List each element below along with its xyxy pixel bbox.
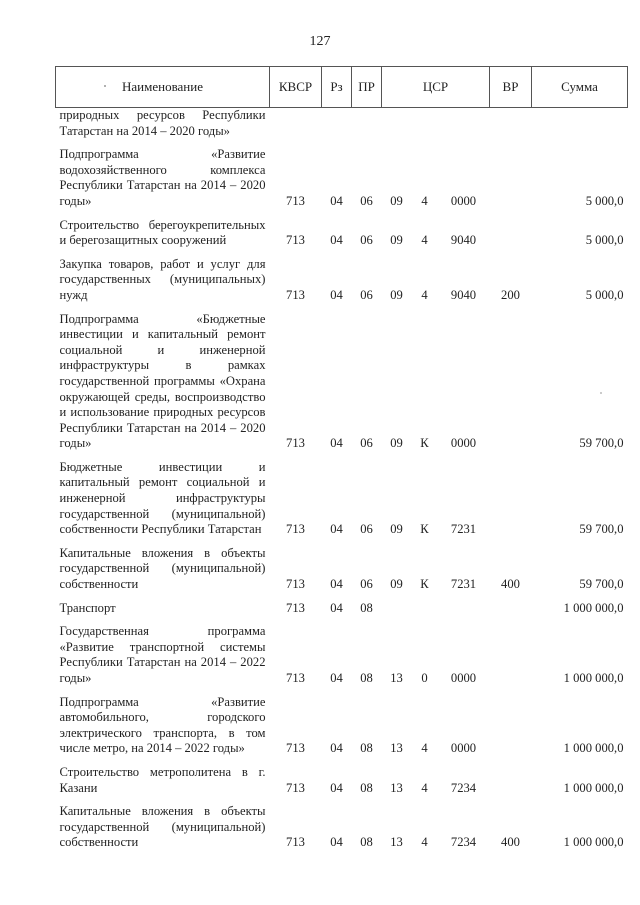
header-rz: Рз xyxy=(322,67,352,108)
cell-csr3: 7234 xyxy=(450,780,477,795)
table-row xyxy=(56,689,628,759)
cell-csr1: 13 xyxy=(390,835,403,850)
cell-kvsr xyxy=(270,108,322,142)
cell-sum: 5 000,0 xyxy=(585,287,624,302)
cell-name: Строительство метрополитена в г. Казани xyxy=(59,764,266,795)
cell-sum xyxy=(532,108,628,142)
budget-table xyxy=(55,66,628,853)
header-pr: ПР xyxy=(352,67,382,108)
cell-name: Подпрограмма «Развитие водохозяйственного комплекса Республики Татарстан на 2014 – 2020 годы» xyxy=(59,147,266,208)
cell-vr: 400 xyxy=(501,835,520,850)
cell-pr: 08 xyxy=(360,835,373,850)
cell-vr xyxy=(490,108,532,142)
cell-rz: 04 xyxy=(330,522,343,537)
cell-kvsr: 713 xyxy=(286,741,305,756)
cell-csr3: 0000 xyxy=(450,436,477,451)
cell-vr xyxy=(490,595,532,619)
cell-csr2: К xyxy=(420,522,429,537)
cell-sum: 59 700,0 xyxy=(579,577,624,592)
table-row xyxy=(56,251,628,306)
cell-csr3: 7234 xyxy=(450,835,477,850)
cell-vr xyxy=(490,618,532,688)
cell-sum: 1 000 000,0 xyxy=(563,741,624,756)
cell-kvsr: 713 xyxy=(286,780,305,795)
cell-pr: 08 xyxy=(360,600,373,615)
cell-csr3: 9040 xyxy=(450,233,477,248)
header-csr: ЦСР xyxy=(382,67,490,108)
cell-vr xyxy=(490,306,532,454)
cell-sum: 59 700,0 xyxy=(579,436,624,451)
cell-rz: 04 xyxy=(330,287,343,302)
cell-csr2: 4 xyxy=(421,780,428,795)
table-row xyxy=(56,212,628,251)
cell-kvsr: 713 xyxy=(286,671,305,685)
cell-name: Транспорт xyxy=(59,600,116,615)
cell-sum: 1 000 000,0 xyxy=(563,835,624,850)
cell-csr1: 13 xyxy=(390,741,403,756)
cell-kvsr: 713 xyxy=(286,577,305,592)
cell-kvsr: 713 xyxy=(286,436,305,451)
cell-kvsr: 713 xyxy=(286,233,305,248)
cell-csr2: 4 xyxy=(421,741,428,756)
cell-csr2: 4 xyxy=(421,193,428,208)
cell-csr2: К xyxy=(420,436,429,451)
cell-csr3: 0000 xyxy=(450,193,477,208)
cell-csr1: 09 xyxy=(390,233,403,248)
cell-name: Капитальные вложения в объекты государственной (муниципальной) собственности xyxy=(59,804,266,850)
cell-csr2: К xyxy=(420,577,429,592)
cell-vr: 200 xyxy=(501,287,520,302)
cell-csr3 xyxy=(438,595,490,619)
cell-rz: 04 xyxy=(330,577,343,592)
cell-csr3: 0000 xyxy=(450,671,477,685)
cell-csr1: 13 xyxy=(390,671,403,685)
cell-name: Закупка товаров, работ и услуг для государственных (муниципальных) нужд xyxy=(59,256,266,302)
cell-sum: 1 000 000,0 xyxy=(563,671,624,685)
cell-sum: 5 000,0 xyxy=(585,193,624,208)
cell-rz xyxy=(322,108,352,142)
cell-kvsr: 713 xyxy=(286,835,305,850)
cell-csr1: 09 xyxy=(390,436,403,451)
cell-name: Подпрограмма «Бюджетные инвестиции и капитальный ремонт социальной и инженерной инфраструктуры в рамках государственной программы «Охрана окружающей среды, воспроизводство и использование природных ресурсов Республики Татарстан на 2014 – 2020 годы» xyxy=(59,311,266,451)
cell-vr xyxy=(490,141,532,211)
cell-kvsr: 713 xyxy=(286,193,305,208)
cell-pr: 06 xyxy=(360,287,373,302)
cell-pr xyxy=(352,108,382,142)
cell-rz: 04 xyxy=(330,233,343,248)
cell-csr2 xyxy=(412,595,438,619)
cell-kvsr: 713 xyxy=(286,600,305,615)
table-row xyxy=(56,759,628,798)
cell-csr1: 13 xyxy=(390,780,403,795)
cell-csr3: 9040 xyxy=(450,287,477,302)
cell-pr: 08 xyxy=(360,780,373,795)
cell-sum: 1 000 000,0 xyxy=(563,780,624,795)
cell-csr3: 7231 xyxy=(450,522,477,537)
cell-pr: 06 xyxy=(360,233,373,248)
cell-pr: 06 xyxy=(360,522,373,537)
cell-name: Подпрограмма «Развитие автомобильного, городского электрического транспорта, в том числе метро, на 2014 – 2022 годы» xyxy=(59,694,266,756)
cell-kvsr: 713 xyxy=(286,522,305,537)
cell-csr1: 09 xyxy=(390,287,403,302)
cell-vr xyxy=(490,454,532,540)
cell-pr: 06 xyxy=(360,577,373,592)
cell-vr: 400 xyxy=(501,577,520,592)
cell-vr xyxy=(490,759,532,798)
cell-vr xyxy=(490,689,532,759)
cell-pr: 06 xyxy=(360,436,373,451)
header-kvsr: КВСР xyxy=(270,67,322,108)
cell-sum: 1 000 000,0 xyxy=(563,600,624,615)
table-row xyxy=(56,141,628,211)
cell-rz: 04 xyxy=(330,600,343,615)
table-row xyxy=(56,108,628,142)
cell-sum: 5 000,0 xyxy=(585,233,624,248)
cell-csr3: 7231 xyxy=(450,577,477,592)
cell-vr xyxy=(490,212,532,251)
page-number: 127 xyxy=(309,34,331,49)
cell-csr2: 4 xyxy=(421,287,428,302)
table-row xyxy=(56,618,628,688)
table-row xyxy=(56,454,628,540)
cell-csr1: 09 xyxy=(390,193,403,208)
cell-csr1 xyxy=(382,108,412,142)
table-header-row xyxy=(56,67,628,108)
cell-rz: 04 xyxy=(330,193,343,208)
header-name: Наименование xyxy=(56,67,270,108)
cell-pr: 08 xyxy=(360,671,373,685)
cell-name: Государственная программа «Развитие транспортной системы Республики Татарстан на 2014 – 2022 годы» xyxy=(59,624,266,685)
cell-sum: 59 700,0 xyxy=(579,522,624,537)
header-sum: Сумма xyxy=(532,67,628,108)
cell-csr3: 0000 xyxy=(450,741,477,756)
cell-csr2: 4 xyxy=(421,233,428,248)
cell-rz: 04 xyxy=(330,835,343,850)
table-row xyxy=(56,306,628,454)
table-row xyxy=(56,798,628,853)
cell-rz: 04 xyxy=(330,780,343,795)
cell-csr1: 09 xyxy=(390,577,403,592)
cell-pr: 08 xyxy=(360,741,373,756)
cell-rz: 04 xyxy=(330,671,343,685)
table-row xyxy=(56,595,628,619)
cell-kvsr: 713 xyxy=(286,287,305,302)
cell-name: природных ресурсов Республики Татарстан на 2014 – 2020 годы» xyxy=(59,108,266,138)
cell-csr1 xyxy=(382,595,412,619)
cell-name: Бюджетные инвестиции и капитальный ремонт социальной и инженерной инфраструктуры государственной (муниципальной) собственности Республики Татарстан xyxy=(59,459,266,537)
cell-rz: 04 xyxy=(330,436,343,451)
table-row xyxy=(56,540,628,595)
cell-csr2: 4 xyxy=(421,835,428,850)
cell-csr3 xyxy=(438,108,490,142)
header-vr: ВР xyxy=(490,67,532,108)
cell-name: Строительство берегоукрепительных и берегозащитных сооружений xyxy=(59,217,266,248)
cell-csr2: 0 xyxy=(421,671,428,685)
cell-name: Капитальные вложения в объекты государственной (муниципальной) собственности xyxy=(59,545,266,592)
cell-csr2 xyxy=(412,108,438,142)
cell-pr: 06 xyxy=(360,193,373,208)
cell-csr1: 09 xyxy=(390,522,403,537)
cell-rz: 04 xyxy=(330,741,343,756)
